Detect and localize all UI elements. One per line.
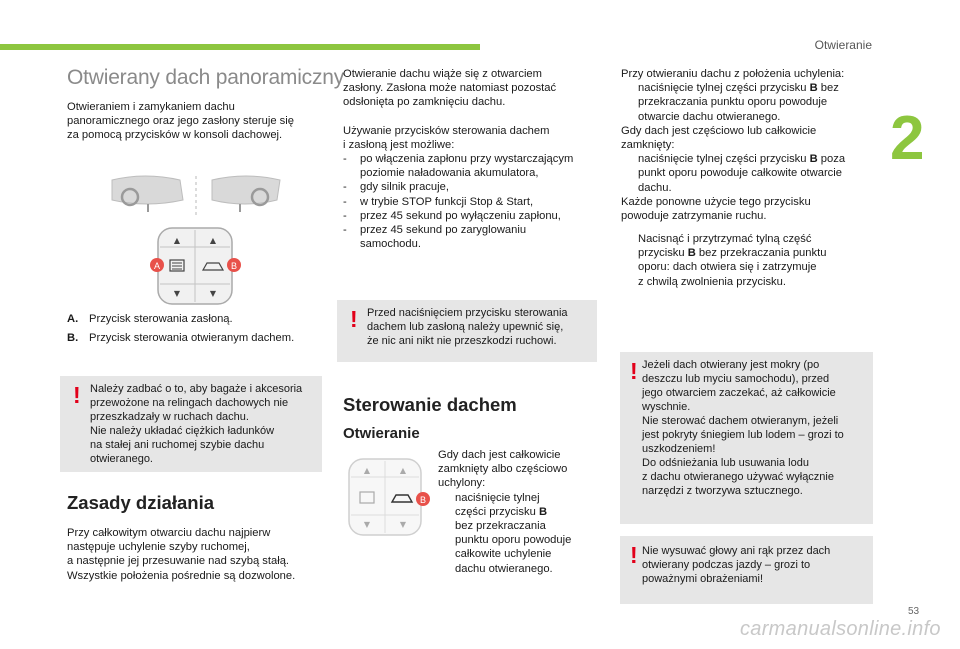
page-number: 53 [908,606,920,617]
paragraph: Przy całkowitym otwarciu dachu najpierw następuje uchylenie szyby ruchomej, a następnie jej przesuwanie nad szybą stałą. Wszystkie położenia pośrednie są dozwolone. [67,527,296,582]
figure-legend [67,312,294,345]
svg-text:▲: ▲ [363,466,371,475]
condition-list: - po włączenia zapłonu przy wystarczającym poziomie naładowania akumulatora, - gdy silnik pracuje, - w trybie STOP funkcji Stop & Start, - przez 45 sekund po wyłączeniu zapłonu, - przez 45 sekund po zaryglowaniu samochodu. [343,153,574,251]
car-interior-left-icon [112,176,183,212]
legend-item: A. Przycisk sterowania zasłoną. [67,313,233,325]
marker-b-label: B [230,261,238,271]
note-text: Należy zadbać o to, aby bagaże i akcesoria przewożone na relingach dachowych nie przeszkadzały w ruchach dachu. Nie należy układać ciężkich ładunków na stałej ani ruchomej szybie dachu otwieranego. [90,383,303,465]
paragraph: Przy otwieraniu dachu z położenia uchylenia: naciśnięcie tylnej części przycisku B bez przekraczania punktu oporu powoduje otwarcie dachu otwieranego. Gdy dach jest częściowo lub całkowicie zamknięty: naciśnięcie tylnej części przycisku B poza punkt oporu powoduje całkowite otwarcie dachu. Każde ponowne użycie tego przycisku powoduje zatrzymanie ruchu. [621,68,846,223]
note-text: Nie wysuwać głowy ani rąk przez dach otwierany podczas jazdy – grozi to poważnymi obrażeniami! [642,545,831,585]
paragraph: Nacisnąć i przytrzymać tylną część przycisku B bez przekraczania punktu oporu: dach otwiera się i zatrzymuje z chwilą zwolnienia przycisku. [621,232,826,289]
section-header: Otwieranie [814,38,872,52]
warning-icon: ! [350,306,358,332]
note-box [620,352,873,524]
chapter-number: 2 [890,104,925,173]
list-item: naciśnięcie tylnej [455,491,540,504]
warning-icon: ! [630,542,638,568]
marker-b-label: B [419,495,427,505]
list-item: - przez 45 sekund po zaryglowaniu [343,224,527,237]
svg-text:▼: ▼ [363,520,371,529]
warning-icon: ! [73,382,81,408]
svg-text:▲: ▲ [209,236,217,245]
note-box [620,536,873,604]
note-text: Przed naciśnięciem przycisku sterowania dachem lub zasłoną należy upewnić się, że nic ani nikt nie przeszkodzi ruchowi. [367,307,568,347]
intro-paragraph: Otwieraniem i zamykaniem dachu panoramicznego oraz jego zasłony steruje się za pomocą przycisków w konsoli dachowej. [67,101,294,142]
section-heading: Zasady działania [67,492,215,513]
roof-button-illustration [343,455,431,539]
list-item: - w trybie STOP funkcji Stop & Start, [343,195,534,208]
list-item: - przez 45 sekund po wyłączeniu zapłonu, [343,209,561,222]
warning-icon: ! [630,358,638,384]
note-text: Jeżeli dach otwierany jest mokry (po deszczu lub myciu samochodu), przed jego otwarciem zaczekać, aż całkowicie wyschnie. Nie sterować dachem otwieranym, jeżeli jest pokryty śniegiem lub lodem – grozi to uszkodzeniem! Do odśnieżania lub usuwania lodu z dachu otwieranego używać wyłącznie narzędzi z tworzywa sztucznego. [642,359,844,497]
note-box [337,300,597,362]
watermark: carmanualsonline.info [740,618,941,640]
paragraph: Gdy dach jest całkowicie zamknięty albo częściowo uchylony: naciśnięcie tylnej części przycisku B bez przekraczania punktu oporu powoduje całkowite uchylenie dachu otwieranego. [438,449,572,575]
svg-text:▼: ▼ [209,289,217,298]
page-title: Otwierany dach panoramiczny [67,66,345,89]
legend-item: B. Przycisk sterowania otwieranym dachem. [67,332,295,345]
svg-text:▼: ▼ [173,289,181,298]
subsection-heading: Otwieranie [343,425,420,442]
svg-text:▲: ▲ [173,236,181,245]
svg-text:▼: ▼ [399,520,407,529]
paragraph: Otwieranie dachu wiąże się z otwarciem zasłony. Zasłona może natomiast pozostać odsłonięta po zamknięciu dachu. [343,68,557,109]
svg-text:▲: ▲ [399,466,407,475]
car-interior-right-icon [212,176,280,212]
list-item: - po włączenia zapłonu przy wystarczającym [343,153,574,165]
paragraph: Używanie przycisków sterowania dachem i zasłoną jest możliwe: [343,125,550,152]
roof-control-panel [158,228,232,304]
note-box [60,376,322,472]
chapter-accent-bar [0,44,480,50]
list-item: - gdy silnik pracuje, [343,181,449,194]
marker-a-label: A [153,261,161,271]
section-heading: Sterowanie dachem [343,394,517,415]
roof-console-illustration [100,170,300,310]
list-item: naciśnięcie tylnej części przycisku B poza [638,153,846,166]
list-item: Nacisnąć i przytrzymać tylną część [638,233,812,245]
list-item: naciśnięcie tylnej części przycisku B bez [638,82,839,95]
